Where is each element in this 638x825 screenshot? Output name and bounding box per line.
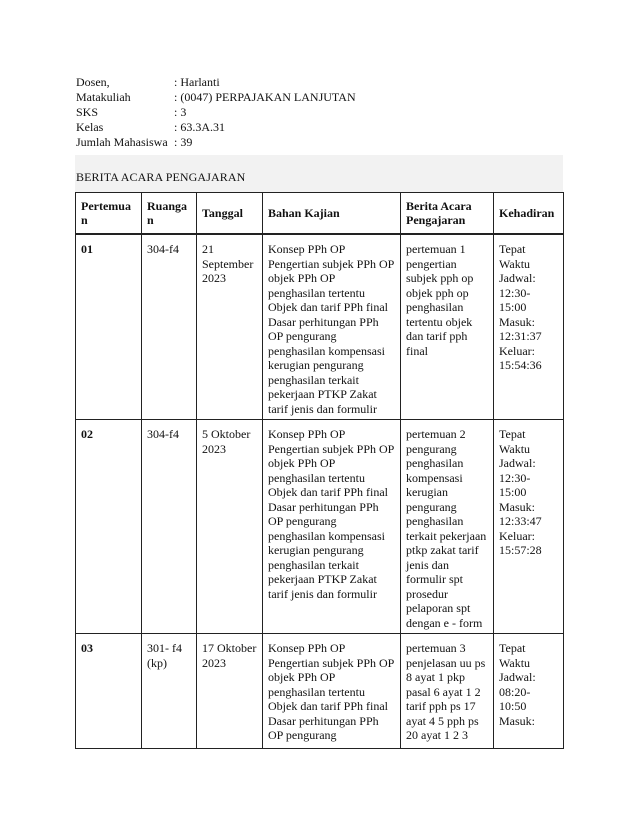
cell-bahan-kajian — [263, 634, 401, 749]
cell-bahan-kajian: Konsep PPh OP Pengertian subjek PPh OP objek PPh OP penghasilan tertentu Objek dan tarif PPh final Dasar perhitungan PPh OP pengurang penghasilan kompensasi kerugian pengurang penghasilan terkait pekerjaan PTKP Zakat tarif jenis dan formulir — [263, 420, 401, 634]
kehadiran-text: Tepat Waktu Jadwal: 08:20- 10:50 Masuk: — [499, 641, 536, 728]
dosen-label: Dosen, — [76, 75, 110, 89]
header-bahan-kajian: Bahan Kajian — [263, 193, 401, 235]
header-pertemuan: Pertemuan — [76, 193, 142, 235]
cell-tanggal: 21 September 2023 — [197, 234, 263, 420]
kelas-row — [76, 120, 356, 135]
cell-kehadiran: Tepat Waktu Jadwal: 12:30- 15:00 Masuk: 12:33:47 Keluar: 15:57:28 — [494, 420, 564, 634]
header-ruangan: Ruangan — [142, 193, 197, 235]
teaching-record-table — [75, 192, 564, 749]
section-title: BERITA ACARA PENGAJARAN — [76, 170, 246, 184]
berita-acara-text: pertemuan 3 penjelasan uu ps 8 ayat 1 pkp pasal 6 ayat 1 2 tarif pph ps 17 ayat 4 5 pph ps 20 ayat 1 2 3 — [406, 641, 486, 742]
cell-pertemuan: 02 — [76, 420, 142, 634]
cell-ruangan: 304-f4 — [142, 420, 197, 634]
cell-tanggal: 5 Oktober 2023 — [197, 420, 263, 634]
sks-value: : 3 — [174, 105, 187, 119]
bahan-kajian-text: Konsep PPh OP Pengertian subjek PPh OP objek PPh OP penghasilan tertentu Objek dan tarif PPh final Dasar perhitungan PPh OP pengurang — [268, 641, 394, 742]
cell-bahan-kajian: Konsep PPh OP Pengertian subjek PPh OP objek PPh OP penghasilan tertentu Objek dan tarif PPh final Dasar perhitungan PPh OP pengurang penghasilan kompensasi kerugian pengurang penghasilan terkait pekerjaan PTKP Zakat tarif jenis dan formulir — [263, 234, 401, 420]
table-row — [76, 234, 564, 420]
table-row — [76, 634, 564, 749]
cell-pertemuan: 03 — [76, 634, 142, 749]
header-berita-acara: Berita Acara Pengajaran — [401, 193, 494, 235]
cell-berita-acara: pertemuan 1 pengertian subjek pph op objek pph op penghasilan tertentu objek dan tarif pph final — [401, 234, 494, 420]
jumlah-value: : 39 — [174, 135, 193, 149]
table-header-row — [76, 193, 564, 235]
cell-ruangan: 301- f4 (kp) — [142, 634, 197, 749]
cell-kehadiran — [494, 634, 564, 749]
cell-berita-acara: pertemuan 2 pengurang penghasilan kompensasi kerugian pengurang penghasilan terkait pekerjaan ptkp zakat tarif jenis dan formulir spt prosedur pelaporan spt dengan e - form — [401, 420, 494, 634]
course-info — [76, 75, 356, 150]
header-kehadiran: Kehadiran — [494, 193, 564, 235]
matakuliah-value: : (0047) PERPAJAKAN LANJUTAN — [174, 90, 356, 104]
matakuliah-label: Matakuliah — [76, 90, 131, 104]
cell-pertemuan: 01 — [76, 234, 142, 420]
dosen-row — [76, 75, 356, 90]
cell-tanggal: 17 Oktober 2023 — [197, 634, 263, 749]
jumlah-label: Jumlah Mahasiswa — [76, 135, 168, 149]
sks-label: SKS — [76, 105, 99, 119]
dosen-value: : Harlanti — [174, 75, 220, 89]
kelas-label: Kelas — [76, 120, 104, 134]
kelas-value: : 63.3A.31 — [174, 120, 225, 134]
sks-row — [76, 105, 356, 120]
cell-kehadiran: Tepat Waktu Jadwal: 12:30- 15:00 Masuk: 12:31:37 Keluar: 15:54:36 — [494, 234, 564, 420]
cell-berita-acara — [401, 634, 494, 749]
table-row — [76, 420, 564, 634]
matakuliah-row — [76, 90, 356, 105]
cell-ruangan: 304-f4 — [142, 234, 197, 420]
jumlah-row — [76, 135, 356, 150]
header-tanggal: Tanggal — [197, 193, 263, 235]
